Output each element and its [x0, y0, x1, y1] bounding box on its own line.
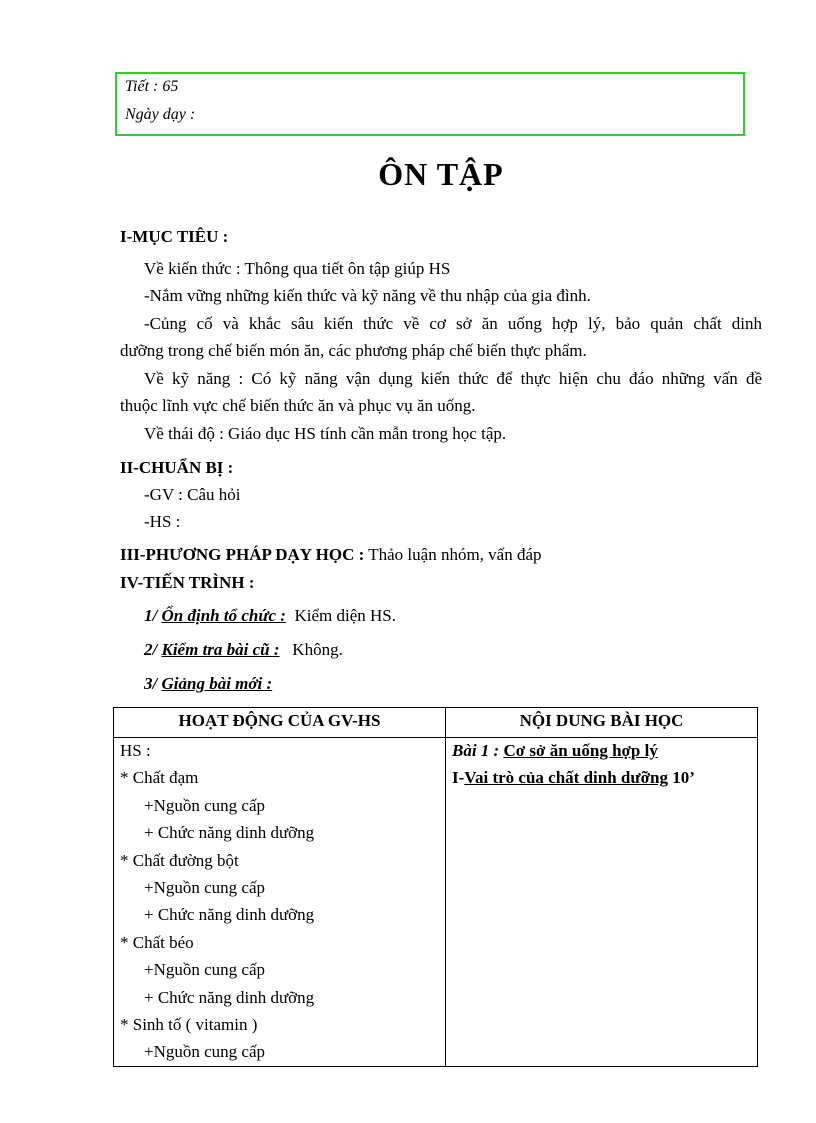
list-item: * Sinh tố ( vitamin ): [120, 1015, 258, 1035]
list-item: + Chức năng dinh dưỡng: [144, 823, 315, 843]
knowledge-line-3a: -Củng cố và khắc sâu kiến thức về cơ sở ăn uống hợp lý, bảo quản chất dinh: [144, 314, 762, 333]
part-time: 10’: [667, 768, 695, 788]
section-process-heading: IV-TIẾN TRÌNH :: [120, 573, 255, 592]
table-header-activities: HOẠT ĐỘNG CỦA GV-HS: [178, 711, 381, 730]
knowledge-line-3b: dưỡng trong chế biến món ăn, các phương pháp chế biến thực phẩm.: [120, 341, 587, 360]
lesson-number: Tiết : 65: [125, 78, 179, 95]
step-1-text: Kiểm diện HS.: [294, 606, 396, 625]
section-methods-text: Thảo luận nhóm, vấn đáp: [364, 545, 542, 564]
list-item: * Chất béo: [120, 932, 194, 952]
part-line: [452, 764, 752, 791]
list-item: + Chức năng dinh dưỡng: [144, 987, 315, 1007]
knowledge-line-2: -Nắm vững những kiến thức và kỹ năng về thu nhập của gia đình.: [144, 286, 591, 305]
section-preparation-heading: II-CHUẨN BỊ :: [120, 458, 234, 477]
list-item: HS :: [120, 741, 151, 760]
step-1-title: Ổn định tổ chức :: [161, 606, 286, 625]
teaching-date: Ngày dạy :: [125, 106, 196, 123]
list-item: * Chất đường bột: [120, 850, 239, 870]
preparation-hs: -HS :: [144, 512, 181, 531]
list-item: +Nguồn cung cấp: [144, 960, 266, 980]
step-2-title: Kiểm tra bài cũ :: [161, 640, 280, 659]
list-item: +Nguồn cung cấp: [144, 795, 266, 815]
content-cell: [452, 737, 752, 792]
lesson-header-box: [115, 72, 745, 136]
lesson-line: [452, 737, 752, 764]
list-item: + Chức năng dinh dưỡng: [144, 905, 315, 925]
section-methods-heading: III-PHƯƠNG PHÁP DẠY HỌC :: [120, 545, 365, 564]
page-title: ÔN TẬP: [378, 156, 504, 192]
step-2-text: Không.: [292, 640, 343, 659]
section-methods: [120, 542, 762, 568]
attitude-line: Về thái độ : Giáo dục HS tính cần mẫn trong học tập.: [144, 424, 507, 443]
lesson-table: [113, 707, 758, 1067]
lesson-label: Bài 1 :: [452, 741, 500, 760]
lesson-title: Cơ sở ăn uống hợp lý: [503, 741, 658, 760]
table-header-content: NỘI DUNG BÀI HỌC: [519, 711, 684, 730]
part-prefix: I-: [452, 768, 465, 788]
step-2: 2/ Kiểm tra bài cũ : Không.: [144, 640, 343, 659]
preparation-gv: -GV : Câu hỏi: [144, 485, 241, 504]
list-item: +Nguồn cung cấp: [144, 1042, 266, 1062]
part-title: Vai trò của chất dinh dưỡng: [464, 768, 668, 788]
table-column-divider: [445, 708, 446, 1066]
knowledge-line-1: Về kiến thức : Thông qua tiết ôn tập giúp HS: [144, 259, 451, 278]
step-3-title: Giảng bài mới :: [161, 674, 273, 693]
skill-line-b: thuộc lĩnh vực chế biến thức ăn và phục vụ ăn uống.: [120, 396, 476, 415]
step-1: 1/ Ổn định tổ chức : Kiểm diện HS.: [144, 606, 396, 625]
list-item: +Nguồn cung cấp: [144, 878, 266, 898]
activities-cell: [120, 737, 440, 1066]
section-objectives-heading: I-MỤC TIÊU :: [120, 227, 229, 246]
skill-line-a: Về kỹ năng : Có kỹ năng vận dụng kiến thức để thực hiện chu đáo những vấn đề: [144, 369, 762, 388]
list-item: * Chất đạm: [120, 768, 199, 788]
step-3: 3/ Giảng bài mới :: [144, 674, 273, 693]
